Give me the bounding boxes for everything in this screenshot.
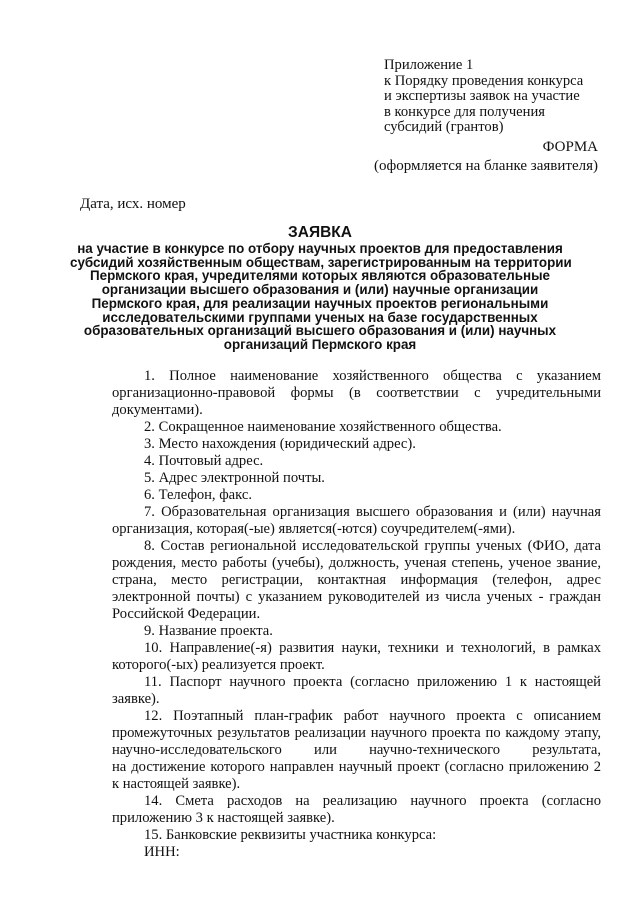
application-item	[80, 793, 601, 827]
item-line: 5. Адрес электронной почты.	[144, 470, 325, 486]
item-line: 15. Банковские реквизиты участника конкурса:	[144, 827, 437, 843]
appendix-line: субсидий (грантов)	[384, 119, 504, 135]
item-line: 12. Поэтапный план-график работ научного проекта с описанием	[144, 708, 601, 724]
application-item	[80, 487, 601, 504]
subtitle-line: образовательных организаций высшего образования и (или) научных	[83, 323, 557, 339]
item-line: заявке).	[112, 691, 160, 707]
item-line: приложению 3 к настоящей заявке).	[112, 810, 335, 826]
item-line: организация, которая(-ые) является(-ются) соучредителем(-ями).	[112, 521, 516, 537]
application-item	[80, 436, 601, 453]
item-line: организационно-правовой формы (в соответствии с учредительными	[112, 385, 601, 401]
application-item	[80, 827, 601, 844]
appendix-line: в конкурсе для получения	[384, 103, 545, 120]
item-line: 6. Телефон, факс.	[144, 487, 253, 503]
application-item	[80, 708, 601, 793]
application-item	[80, 453, 601, 470]
item-line: 2. Сокращенное наименование хозяйственного общества.	[144, 419, 502, 435]
subtitle-line: Пермского края, учредителями которых являются образовательные	[90, 268, 550, 284]
subtitle-line: на участие в конкурсе по отбору научных проектов для предоставления	[77, 241, 563, 256]
item-line: 3. Место нахождения (юридический адрес).	[144, 436, 416, 452]
item-line: Российской Федерации.	[112, 606, 261, 622]
application-item	[80, 844, 601, 861]
date-number-label: Дата, исх. номер	[80, 196, 186, 212]
application-item	[80, 419, 601, 436]
item-line: на достижение которого направлен научный проект (согласно приложению 2	[112, 759, 601, 775]
subtitle-line: организации высшего образования и (или) научные организации	[101, 282, 539, 298]
document-title: ЗАЯВКА	[288, 224, 352, 241]
application-item	[80, 368, 601, 419]
document-subtitle	[70, 242, 570, 352]
item-line: которого(-ых) реализуется проект.	[112, 657, 325, 673]
blank-note: (оформляется на бланке заявителя)	[374, 158, 598, 174]
appendix-line: Приложение 1	[384, 57, 474, 73]
item-line: 9. Название проекта.	[144, 623, 273, 639]
item-line: 7. Образовательная организация высшего образования и (или) научная	[144, 504, 601, 520]
application-item	[80, 640, 601, 674]
application-item	[80, 623, 601, 640]
item-line: 1. Полное наименование хозяйственного общества с указанием	[144, 368, 601, 384]
subtitle-line: организаций Пермского края	[223, 336, 417, 352]
application-item	[80, 470, 601, 487]
application-item	[80, 674, 601, 708]
application-item	[80, 504, 601, 538]
appendix-line: и экспертизы заявок на участие	[384, 88, 580, 104]
appendix-line: к Порядку проведения конкурса	[384, 72, 584, 89]
form-label: ФОРМА	[542, 139, 598, 155]
item-line: к настоящей заявке).	[112, 776, 241, 792]
item-line: 8. Состав региональной исследовательской группы ученых (ФИО, дата	[144, 538, 601, 554]
item-line: 11. Паспорт научного проекта (согласно приложению 1 к настоящей	[144, 674, 601, 690]
subtitle-line: Пермского края, для реализации научных проектов региональными	[91, 295, 549, 311]
item-line: 14. Смета расходов на реализацию научного проекта (согласно	[144, 793, 601, 809]
item-line: промежуточных результатов реализации научного проекта по каждому этапу,	[112, 725, 601, 741]
item-line: электронной почты) с указанием руководителей из числа ученых - граждан	[112, 589, 601, 605]
item-line: научно-исследовательского или научно-технического результата,	[112, 742, 601, 758]
item-line: ИНН:	[144, 844, 180, 860]
item-line: документами).	[112, 402, 203, 418]
item-line: 10. Направление(-я) развития науки, техники и технологий, в рамках	[144, 640, 601, 656]
item-line: рождения, место работы (учебы), должность, ученая степень, ученое звание,	[112, 555, 601, 571]
item-line: страна, место регистрации, контактная информация (телефон, адрес	[112, 572, 601, 588]
application-item	[80, 538, 601, 623]
subtitle-line: исследовательскими группами ученых на базе государственных	[102, 309, 538, 325]
item-line: 4. Почтовый адрес.	[144, 453, 264, 469]
appendix-note	[384, 58, 614, 136]
subtitle-line: субсидий хозяйственным обществам, зарегистрированным на территории	[70, 254, 572, 270]
application-items	[80, 368, 601, 861]
